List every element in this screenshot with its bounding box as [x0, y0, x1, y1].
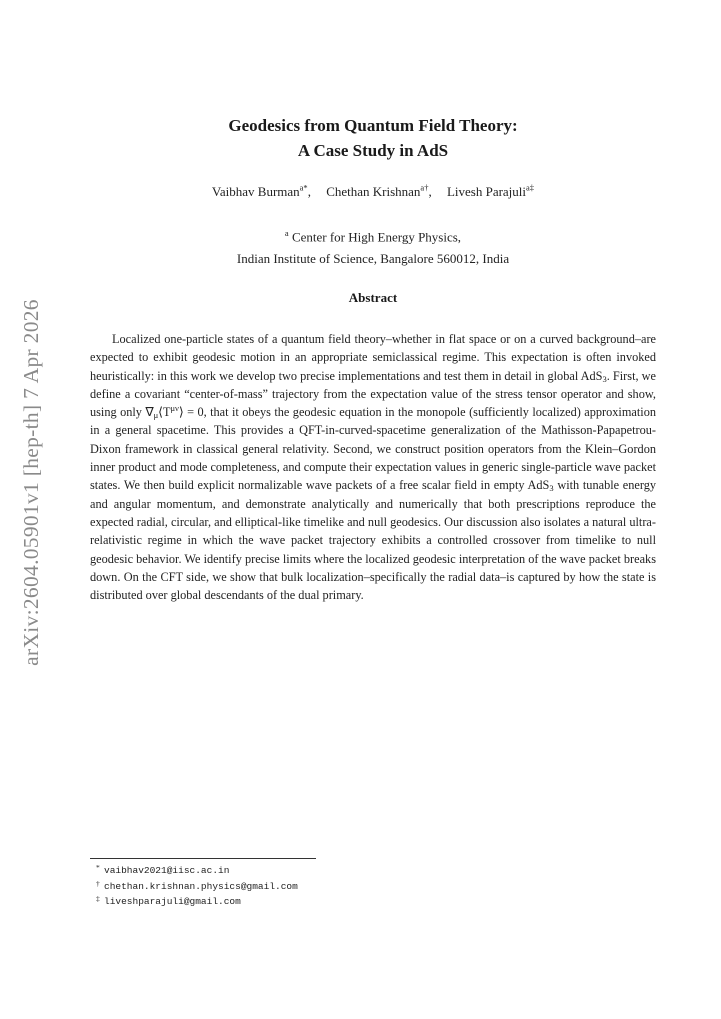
footnote-mark: † [96, 878, 100, 888]
footnote-email [96, 894, 298, 910]
author [447, 184, 534, 199]
author-marks: a* [299, 183, 308, 193]
footnotes [96, 863, 298, 910]
footnote-mark: * [96, 863, 100, 872]
footnote-email-text[interactable]: chethan.krishnan.physics@gmail.com [104, 880, 298, 892]
affiliation-center: Center for High Energy Physics, [291, 229, 462, 245]
abstract-text: ⟩ = 0, that it obeys the geodesic equation in the monopole (sufficiently localized) approximation in a general spacetime. This provides a QFT-in-curved-spacetime generalization of the Mathisson-Papapetrou-Dixon framework in classical general relativity. Second, we construct position operators from the Klein–Gordon inner product and mode completeness, and compute their expectation values in generic single-particle wave packet states. We then build explicit normalizable wave packets of a free scalar field in empty AdS [90, 405, 656, 493]
author: Vaibhav Burman$^{a*}$, [211, 183, 311, 200]
author: Chethan Krishnan$^{a\dagger}$, [326, 183, 432, 200]
abstract-text: Localized one-particle states of a quantum field theory–whether in flat space or on a curved background–are expected to exhibit geodesic motion in an appropriate semiclassical regime. This expectation is often invoked heuristically: in this work we develop two precise implementations and test them in detail in global AdS [90, 332, 656, 383]
author-marks: a‡ [526, 183, 535, 193]
author-name: Livesh Parajuli [446, 184, 527, 200]
title-line-2: A Case Study in AdS [297, 141, 449, 160]
author-name: Vaibhav Burman [211, 184, 300, 200]
arxiv-side-stamp [6, 299, 56, 666]
abstract-superscript: μν [170, 403, 179, 414]
affiliation-line-1 [90, 222, 656, 248]
abstract-subscript: 3 [602, 373, 607, 384]
footnote-email [96, 878, 298, 895]
abstract-heading: Abstract [348, 290, 398, 305]
affiliation [90, 222, 656, 270]
author-list [90, 183, 656, 200]
paper-title [90, 113, 656, 163]
footnote-email [96, 863, 298, 879]
arxiv-identifier: arXiv:2604.05901v1 [hep-th] 7 Apr 2026 [18, 299, 43, 666]
footnote-email-text[interactable]: vaibhav2021@iisc.ac.in [104, 865, 230, 876]
abstract-subscript: μ [153, 410, 159, 421]
affiliation-line-2: Indian Institute of Science, Bangalore 560012, India [236, 251, 510, 267]
abstract-text: ⟨T [158, 405, 171, 420]
author-marks: a† [420, 183, 429, 193]
affiliation-mark: a [284, 228, 289, 238]
abstract-text: . First, we define a covariant “center-of-mass” trajectory from the expectation value of the stress tensor operator and show, using only ∇ [90, 368, 656, 420]
title-line-1: Geodesics from Quantum Field Theory: [228, 116, 518, 135]
abstract-subscript: 3 [549, 483, 554, 494]
footnote-divider [90, 858, 316, 859]
abstract-body [90, 330, 656, 604]
footnote-email-text[interactable]: liveshparajuli@gmail.com [104, 896, 241, 907]
abstract-text: with tunable energy and angular momentum, and demonstrate analytically and numerically that both prescriptions reproduce the expected radial, circular, and elliptical-like timelike and null geodesics. Our discussion also isolates a natural ultra-relativistic regime in which the wave packet trajectory exhibits a controlled crossover from timelike to null geodesic behavior. We identify precise limits where the localized geodesic interpretation of the wave packet breaks down. On the CFT side, we show that bulk localization–specifically the radial data–is captured by how the state is distributed over global descendants of the dual primary. [90, 478, 657, 603]
author-name: Chethan Krishnan [326, 184, 421, 200]
footnote-mark: ‡ [96, 894, 100, 903]
